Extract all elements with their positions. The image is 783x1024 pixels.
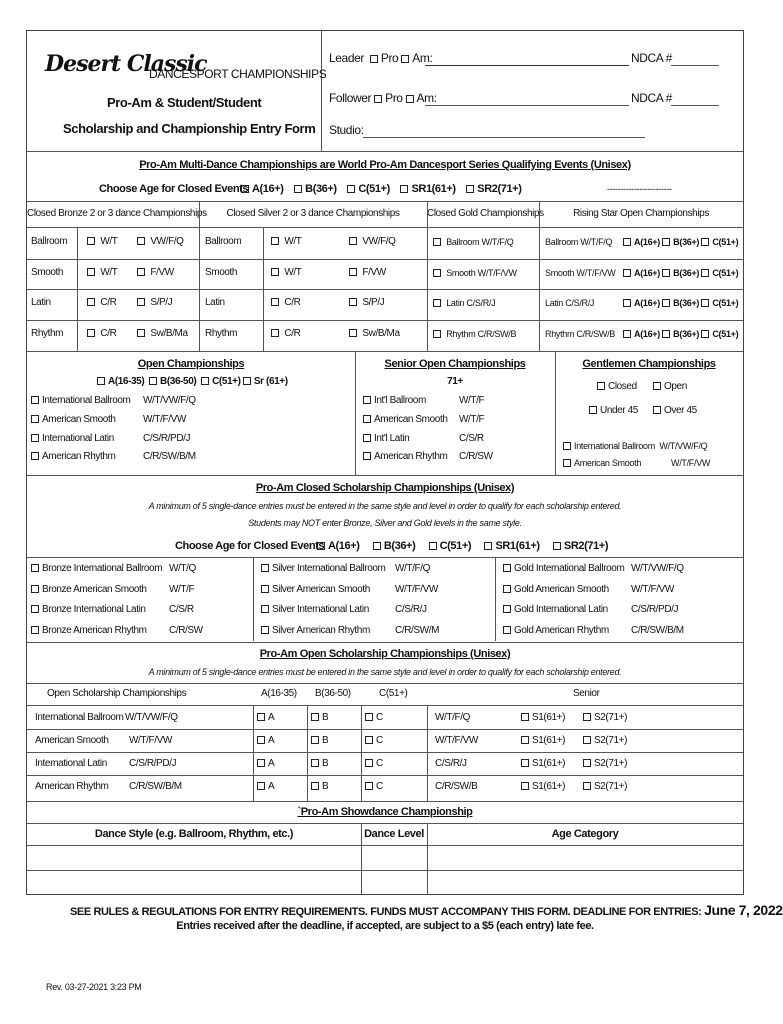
- os-smooth-s1-checkbox[interactable]: [521, 736, 529, 744]
- event-suffix: DANCESPORT CHAMPIONSHIPS: [149, 67, 327, 81]
- bronze-smooth-1-checkbox[interactable]: [87, 268, 95, 276]
- open-smooth-checkbox[interactable]: [31, 415, 39, 423]
- rs-rhythm-a-checkbox[interactable]: [623, 330, 631, 338]
- rs-ballroom-a-checkbox[interactable]: [623, 238, 631, 246]
- cs-silver-latin-checkbox[interactable]: [261, 605, 269, 613]
- cs-bronze-latin-checkbox[interactable]: [31, 605, 39, 613]
- showdance-header-age: Age Category: [551, 828, 619, 840]
- cs-gold-latin-checkbox[interactable]: [503, 605, 511, 613]
- os-latin-c-checkbox[interactable]: [365, 759, 373, 767]
- subtitle-1: Pro-Am & Student/Student: [107, 95, 262, 110]
- rs-latin-b-checkbox[interactable]: [662, 299, 670, 307]
- os-header-name: Open Scholarship Championships: [47, 688, 187, 699]
- follower-name-field[interactable]: [425, 105, 629, 106]
- age-c-checkbox[interactable]: [347, 185, 355, 193]
- follower-am-checkbox[interactable]: [406, 95, 414, 103]
- bronze-ballroom-1-checkbox[interactable]: [87, 237, 95, 245]
- row-style: Ballroom: [31, 236, 68, 247]
- silver-rhythm-1-checkbox[interactable]: [271, 329, 279, 337]
- sr-rhythm-checkbox[interactable]: [363, 452, 371, 460]
- rs-rhythm-c-checkbox[interactable]: [701, 330, 709, 338]
- age-a-checkbox[interactable]: [241, 185, 249, 193]
- gent-ballroom-checkbox[interactable]: [563, 442, 571, 450]
- follower-pro-checkbox[interactable]: [374, 95, 382, 103]
- os-rhythm-s1-checkbox[interactable]: [521, 782, 529, 790]
- os-header-senior: Senior: [573, 688, 600, 699]
- leader-ndca-field[interactable]: [671, 65, 719, 66]
- open-c-checkbox[interactable]: [201, 377, 209, 385]
- bronze-ballroom-2-checkbox[interactable]: [137, 237, 145, 245]
- closed-scholar-note2: Students may NOT enter Bronze, Silver and Gold levels in the same style.: [248, 518, 522, 528]
- cs-age-sr2-checkbox[interactable]: [553, 542, 561, 550]
- leader-label: Leader: [329, 51, 364, 65]
- cs-gold-ballroom-checkbox[interactable]: [503, 564, 511, 572]
- age-sr1-checkbox[interactable]: [400, 185, 408, 193]
- rs-ballroom-b-checkbox[interactable]: [662, 238, 670, 246]
- pro-label: Pro: [380, 51, 399, 65]
- showdance-entry-row-1[interactable]: [27, 846, 743, 869]
- cs-bronze-ballroom-checkbox[interactable]: [31, 564, 39, 572]
- showdance-header-level: Dance Level: [364, 828, 424, 840]
- open-champ-title: Open Championships: [137, 358, 245, 370]
- os-header-b: B(36-50): [315, 688, 351, 699]
- os-header-c: C(51+): [379, 688, 408, 699]
- gent-over45-checkbox[interactable]: [653, 406, 661, 414]
- sr-latin-checkbox[interactable]: [363, 434, 371, 442]
- closed-scholar-note1: A minimum of 5 single-dance entries must be entered in the same style and level in order to qualify for each scholarship entered.: [148, 501, 622, 511]
- os-rhythm-b-checkbox[interactable]: [311, 782, 319, 790]
- gent-closed-checkbox[interactable]: [597, 382, 605, 390]
- open-latin-checkbox[interactable]: [31, 434, 39, 442]
- leader-pro-checkbox[interactable]: [370, 55, 378, 63]
- gold-smooth-checkbox[interactable]: [433, 269, 441, 277]
- cs-bronze-smooth-checkbox[interactable]: [31, 585, 39, 593]
- gent-open-checkbox[interactable]: [653, 382, 661, 390]
- gentlemen-title: Gentlemen Championships: [582, 358, 716, 370]
- rs-ballroom-c-checkbox[interactable]: [701, 238, 709, 246]
- age-b-checkbox[interactable]: [294, 185, 302, 193]
- os-latin-s1-checkbox[interactable]: [521, 759, 529, 767]
- os-smooth-b-checkbox[interactable]: [311, 736, 319, 744]
- cs-bronze-rhythm-checkbox[interactable]: [31, 626, 39, 634]
- cs-silver-rhythm-checkbox[interactable]: [261, 626, 269, 634]
- sr-ballroom-checkbox[interactable]: [363, 396, 371, 404]
- silver-latin-2-checkbox[interactable]: [349, 298, 357, 306]
- open-champ-ages: A(16-35) B(36-50) C(51+) Sr (61+): [97, 376, 288, 387]
- cs-age-b-checkbox[interactable]: [373, 542, 381, 550]
- open-sr-checkbox[interactable]: [243, 377, 251, 385]
- dashes: ------------------------: [607, 184, 672, 194]
- follower-row: [329, 91, 437, 105]
- leader-am-checkbox[interactable]: [401, 55, 409, 63]
- showdance-entry-row-2[interactable]: [27, 871, 743, 894]
- rs-smooth-a-checkbox[interactable]: [623, 269, 631, 277]
- bronze-latin-2-checkbox[interactable]: [137, 298, 145, 306]
- closed-scholar-title: Pro-Am Closed Scholarship Championships (Unisex): [255, 482, 515, 494]
- rs-smooth-c-checkbox[interactable]: [701, 269, 709, 277]
- am-label: Am:: [412, 51, 433, 65]
- leader-name-field[interactable]: [425, 65, 629, 66]
- cs-gold-rhythm-checkbox[interactable]: [503, 626, 511, 634]
- silver-ballroom-1-checkbox[interactable]: [271, 237, 279, 245]
- os-rhythm-c-checkbox[interactable]: [365, 782, 373, 790]
- open-scholar-note: A minimum of 5 single-dance entries must be entered in the same style and level in order to qualify for each scholarship entered.: [148, 667, 622, 677]
- subtitle-2: Scholarship and Championship Entry Form: [63, 121, 316, 136]
- am-label: Am:: [416, 91, 437, 105]
- senior-open-age: 71+: [447, 376, 463, 387]
- os-latin-b-checkbox[interactable]: [311, 759, 319, 767]
- cs-age-c-checkbox[interactable]: [429, 542, 437, 550]
- os-header-a: A(16-35): [261, 688, 297, 699]
- pro-label: Pro: [385, 91, 403, 105]
- logo: Desert Classic: [45, 51, 207, 77]
- rs-rhythm-b-checkbox[interactable]: [662, 330, 670, 338]
- open-rhythm-checkbox[interactable]: [31, 452, 39, 460]
- open-a-checkbox[interactable]: [97, 377, 105, 385]
- rs-latin-a-checkbox[interactable]: [623, 299, 631, 307]
- col-header-rising: Rising Star Open Championships: [573, 208, 709, 219]
- col-header-bronze: Closed Bronze 2 or 3 dance Championships: [27, 208, 207, 219]
- silver-rhythm-2-checkbox[interactable]: [349, 329, 357, 337]
- os-ballroom-c-checkbox[interactable]: [365, 713, 373, 721]
- os-latin-a-checkbox[interactable]: [257, 759, 265, 767]
- revision-note: Rev. 03-27-2021 3:23 PM: [46, 982, 142, 992]
- footer-line2: Entries received after the deadline, if accepted, are subject to a $5 (each entry) late fee.: [176, 920, 594, 932]
- age-sr2-checkbox[interactable]: [466, 185, 474, 193]
- leader-row: [329, 51, 432, 65]
- multi-age-options: A(16+) B(36+) C(51+) SR1(61+) SR2(71+): [241, 183, 521, 195]
- os-ballroom-s1-checkbox[interactable]: [521, 713, 529, 721]
- os-latin-s2-checkbox[interactable]: [583, 759, 591, 767]
- open-ballroom-checkbox[interactable]: [31, 396, 39, 404]
- os-ballroom-b-checkbox[interactable]: [311, 713, 319, 721]
- cs-silver-smooth-checkbox[interactable]: [261, 585, 269, 593]
- leader-ndca-label: NDCA #: [631, 51, 672, 65]
- sr-smooth-checkbox[interactable]: [363, 415, 371, 423]
- rs-smooth-b-checkbox[interactable]: [662, 269, 670, 277]
- senior-open-title: Senior Open Championships: [384, 358, 526, 370]
- bronze-rhythm-1-checkbox[interactable]: [87, 329, 95, 337]
- entry-form: Desert Classic DANCESPORT CHAMPIONSHIPS Pro-Am & Student/Student Scholarship and Championship Entry Form Leader Pro Am: NDCA # Follower Pro Am: NDCA # Studio: Pro-Am Multi-Dance Championships are World Pro-Am Dancesport Series Qualifying Events (Unisex) Choose Age for Closed Events A(16+) B(36+) C(51+) SR1(61+) SR2(71+) ------------------------ Closed Bronze 2 or 3 dance Championships Closed Silver 2 or 3 dance Championships Closed Gold Championships Rising Star Open Championships Ballroom W/T VW/F/Q Ballroom W/T VW/F/Q Ballroom W/T/F/Q Ballroom W/T/F/Q A(16+) B(36+) C(51+) Smooth W/T F/VW Smooth W/T F/VW Smooth W/T/F/VW Smooth W/T/F/VW A(16+) B(36+) C(51+) Latin C/R S/P/J Latin C/R S/P/J Latin C/S/R/J Latin C/S/R/J A(16+) B(36+) C(51+) Rhythm C/R Sw/B/Ma Rhythm C/R Sw/B/Ma Rhythm C/R/SW/B Rhythm C/R/SW/B A(16+) B(36+) C(51+) Open Championships A(16-35) B(36-50) C(51+) Sr (61+) International Ballroom W/T/VW/F/Q American Smooth W/T/F/VW International Latin C/S/R/PD/J American Rhythm C/R/SW/B/M Senior Open Championships 71+ Int'l Ballroom W/T/F American Smooth W/T/F Int'l Latin C/S/R American Rhythm C/R/SW Gentlemen Championships Closed Open Under 45 Over 45 International Ballroom W/T/VW/F/Q American Smooth W/T/F/VW Pro-Am Closed Scholarship Championships (Unisex) A minimum of 5 single-dance entries must be entered in the same style and level in order to qualify for each scholarship entered. Students may NOT enter Bronze, Silver and Gold levels in the same style. Choose Age for Closed Events A(16+) B(36+) C(51+) SR1(61+) SR2(71+) Bronze International Ballroom W/T/Q Bronze American Smooth W/T/F Bronze International Latin C/S/R Bronze American Rhythm C/R/SW Silver International Ballroom W/T/F/Q Silver American Smooth W/T/F/VW Silver International Latin C/S/R/J Silver American Rhythm C/R/SW/M Gold International Ballroom W/T/VW/F/Q Gold American Smooth W/T/F/VW Gold International Latin C/S/R/PD/J Gold American Rhythm C/R/SW/B/M Pro-Am Open Scholarship Championships (Unisex) A minimum of 5 single-dance entries must be entered in the same style and level in order to qualify for each scholarship entered. Open Scholarship Championships A(16-35) B(36-50) C(51+) Senior International Ballroom W/T/VW/F/Q A B C W/T/F/Q S1(61+) S2(71+) American Smooth W/T/F/VW A B C W/T/F/VW S1(61+) S2(71+) International Latin C/S/R/PD/J A B C C/S/R/J S1(61+) S2(71+) American Rhythm C/R/SW/B/M A B C C/R/SW/B S1(61+) S2(71+) `Pro-Am Showdance Championship Dance Style (e.g. Ballroom, Rhythm, etc.) Dance Level Age Category: [26, 30, 744, 895]
- follower-ndca-field[interactable]: [671, 105, 719, 106]
- gent-under45-checkbox[interactable]: [589, 406, 597, 414]
- os-ballroom-a-checkbox[interactable]: [257, 713, 265, 721]
- multi-title: Pro-Am Multi-Dance Championships are World Pro-Am Dancesport Series Qualifying Events (Unisex): [139, 159, 631, 171]
- os-smooth-s2-checkbox[interactable]: [583, 736, 591, 744]
- gent-smooth-checkbox[interactable]: [563, 459, 571, 467]
- os-ballroom-s2-checkbox[interactable]: [583, 713, 591, 721]
- deadline-date: June 7, 2022: [704, 902, 783, 918]
- follower-label: Follower: [329, 91, 372, 105]
- cs-gold-smooth-checkbox[interactable]: [503, 585, 511, 593]
- os-smooth-a-checkbox[interactable]: [257, 736, 265, 744]
- closed-scholar-age-label: Choose Age for Closed Events: [175, 540, 325, 552]
- showdance-header-style: Dance Style (e.g. Ballroom, Rhythm, etc.): [94, 828, 294, 840]
- studio-label: Studio:: [329, 123, 364, 137]
- multi-age-label: Choose Age for Closed Events: [99, 183, 249, 195]
- open-b-checkbox[interactable]: [149, 377, 157, 385]
- bronze-rhythm-2-checkbox[interactable]: [137, 329, 145, 337]
- os-smooth-c-checkbox[interactable]: [365, 736, 373, 744]
- footer-line1: SEE RULES & REGULATIONS FOR ENTRY REQUIREMENTS. FUNDS MUST ACCOMPANY THIS FORM. DEADLINE FOR ENTRIES: June 7, 2022: [70, 902, 783, 918]
- studio-field[interactable]: [363, 137, 645, 138]
- rs-latin-c-checkbox[interactable]: [701, 299, 709, 307]
- bronze-smooth-2-checkbox[interactable]: [137, 268, 145, 276]
- silver-smooth-1-checkbox[interactable]: [271, 268, 279, 276]
- gold-ballroom-checkbox[interactable]: [433, 238, 441, 246]
- col-header-silver: Closed Silver 2 or 3 dance Championships: [226, 208, 400, 219]
- cs-age-a-checkbox[interactable]: [317, 542, 325, 550]
- os-rhythm-a-checkbox[interactable]: [257, 782, 265, 790]
- gold-rhythm-checkbox[interactable]: [433, 330, 441, 338]
- cs-silver-ballroom-checkbox[interactable]: [261, 564, 269, 572]
- gold-latin-checkbox[interactable]: [433, 299, 441, 307]
- os-rhythm-s2-checkbox[interactable]: [583, 782, 591, 790]
- col-header-gold: Closed Gold Championships: [427, 208, 544, 219]
- showdance-title: `Pro-Am Showdance Championship: [297, 806, 473, 818]
- cs-age-sr1-checkbox[interactable]: [484, 542, 492, 550]
- follower-ndca-label: NDCA #: [631, 91, 672, 105]
- silver-ballroom-2-checkbox[interactable]: [349, 237, 357, 245]
- silver-latin-1-checkbox[interactable]: [271, 298, 279, 306]
- open-scholar-title: Pro-Am Open Scholarship Championships (Unisex): [259, 648, 511, 660]
- closed-scholar-ages: A(16+) B(36+) C(51+) SR1(61+) SR2(71+): [317, 540, 608, 552]
- silver-smooth-2-checkbox[interactable]: [349, 268, 357, 276]
- bronze-latin-1-checkbox[interactable]: [87, 298, 95, 306]
